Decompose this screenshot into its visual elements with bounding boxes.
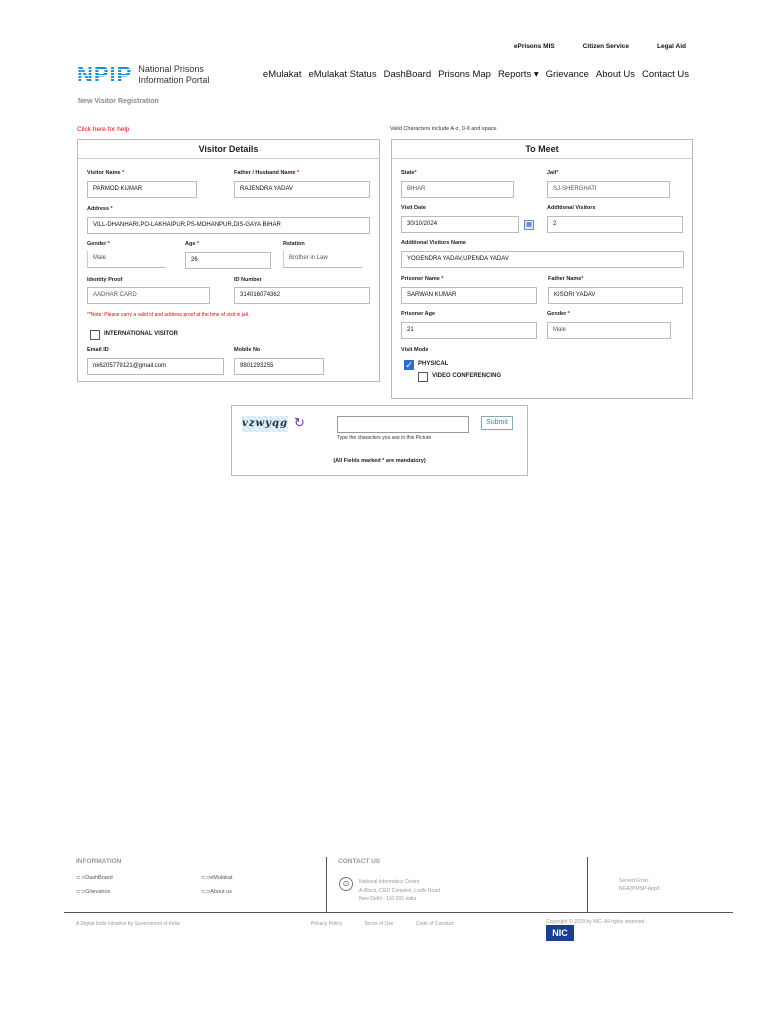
help-link[interactable]: Click here for help [77, 126, 130, 133]
physical-label: PHYSICAL [418, 361, 449, 367]
visit-date-input[interactable]: 30/10/2024 [401, 216, 519, 233]
footer-copyright: Copyright © 2018 by NIC. All rights reserved [546, 919, 645, 925]
age-input[interactable]: 26 [185, 252, 271, 269]
captcha-box [231, 405, 528, 476]
captcha-image: vzwyqg [242, 416, 288, 432]
international-visitor-checkbox[interactable] [90, 330, 100, 340]
footer-terms-of-use[interactable]: Terms of Use [364, 921, 394, 927]
visitor-name-label: Visitor Name * [87, 170, 125, 176]
captcha-hint: Type the characters you see in this Picture [337, 435, 432, 441]
email-label: Email ID [87, 347, 109, 353]
nav-dashboard[interactable]: DashBoard [383, 69, 432, 80]
nav-grievance[interactable]: Grievance [545, 69, 589, 80]
mandatory-note: (All Fields marked * are mandatory) [333, 458, 426, 464]
top-link-citizen-service[interactable]: Citizen Service [582, 43, 629, 50]
footer-digital-india: A Digital India Initiative by Government of India [76, 921, 180, 927]
nav-contact-us[interactable]: Contact Us [642, 69, 689, 80]
state-select[interactable]: BIHAR [401, 181, 514, 198]
age-label: Age * [185, 241, 200, 247]
identity-proof-select[interactable]: AADHAR CARD [87, 287, 210, 304]
identity-proof-label: Identity Proof [87, 277, 123, 283]
footer-served-from: Served From : [619, 878, 651, 884]
top-link-legal-aid[interactable]: Legal Aid [656, 43, 686, 50]
logo-mark: NPIP [77, 62, 133, 87]
prisoner-gender-label: Gender * [547, 311, 570, 317]
nav-about-us[interactable]: About Us [595, 69, 635, 80]
valid-characters-note: Valid Characters include A-z, 0-9 and space. [390, 126, 499, 132]
video-conferencing-checkbox[interactable] [418, 372, 428, 382]
footer-contact-heading: CONTACT US [338, 858, 381, 865]
prisoner-father-name-input[interactable]: KISORI YADAV [548, 287, 683, 304]
logo-line2: Information Portal [138, 75, 210, 85]
to-meet-title: To Meet [392, 140, 692, 159]
prisoner-age-input[interactable]: 21 [401, 322, 537, 339]
additional-visitors-input[interactable]: 2 [547, 216, 683, 233]
top-link-eprisons[interactable]: ePrisons MIS [513, 43, 555, 50]
logo-text [138, 64, 209, 86]
additional-visitors-name-input[interactable]: YOGENDRA YADAV,UPENDA YADAV [401, 251, 684, 268]
jail-select[interactable]: SJ-SHERGHATI [547, 181, 670, 198]
footer-link-emulakat[interactable]: ⊂⊃eMulakat [201, 875, 233, 881]
video-conferencing-label: VIDEO CONFERENCING [432, 373, 502, 379]
id-number-input[interactable]: 314016074362 [234, 287, 370, 304]
international-visitor-label: INTERNATIONAL VISITOR [104, 331, 179, 337]
visit-mode-label: Visit Mode [401, 347, 429, 353]
additional-visitors-name-label: Additional Visitors Name [401, 240, 466, 246]
breadcrumb: New Visitor Registration [78, 98, 159, 105]
footer-link-dashboard[interactable]: ⊂⊃DashBoard [76, 875, 113, 881]
footer [64, 852, 733, 952]
main-nav [263, 69, 689, 80]
prisoner-age-label: Prisoner Age [401, 311, 436, 317]
gender-select[interactable]: Male [87, 251, 166, 268]
relation-select[interactable]: Brother in Law [283, 251, 362, 268]
email-input[interactable]: nk6205779121@gmail.com [87, 358, 224, 375]
nav-emulakat[interactable]: eMulakat [262, 69, 302, 80]
prisoner-name-label: Prisoner Name * [401, 276, 444, 282]
address-label: Address * [87, 206, 113, 212]
physical-checkbox[interactable]: ✓ [405, 360, 413, 370]
footer-address-line2: A-Block, CGO Complex, Lodhi Road [359, 888, 440, 894]
refresh-icon[interactable]: ↻ [294, 415, 305, 430]
to-meet-panel [391, 139, 693, 399]
footer-served-server: NG42PMSP-App3 [619, 886, 660, 892]
nav-emulakat-status[interactable]: eMulakat Status [308, 69, 377, 80]
visitor-name-input[interactable]: PARMOD KUMAR [87, 181, 197, 198]
relation-label: Relation [283, 241, 305, 247]
father-husband-name-label: Father / Husband Name * [234, 170, 300, 176]
footer-privacy-policy[interactable]: Privacy Policy [311, 921, 343, 927]
mobile-input[interactable]: 9801293255 [234, 358, 324, 375]
father-husband-name-input[interactable]: RAJENDRA YADAV [234, 181, 370, 198]
id-proof-note: **Note: Please carry a valid id and address proof at the time of visit in jail. [87, 312, 250, 318]
id-number-label: ID Number [234, 277, 262, 283]
footer-address-line3: New Delhi - 110 003 India [359, 896, 417, 902]
footer-link-grievance[interactable]: ⊂⊃Grievance [76, 889, 111, 895]
captcha-input[interactable] [337, 416, 469, 433]
calendar-icon[interactable]: ▦ [524, 220, 534, 230]
footer-divider-2 [587, 857, 588, 912]
mobile-label: Mobile No [234, 347, 261, 353]
prisoner-name-input[interactable]: SARWAN KUMAR [401, 287, 537, 304]
state-label: State* [401, 170, 417, 176]
visitor-details-title: Visitor Details [78, 140, 379, 159]
prisoner-father-name-label: Father Name* [548, 276, 584, 282]
footer-link-about-us[interactable]: ⊂⊃About us [201, 889, 232, 895]
jail-label: Jail* [547, 170, 559, 176]
prisoner-gender-select[interactable]: Male [547, 322, 671, 339]
submit-button[interactable]: Submit [481, 416, 513, 430]
npip-logo[interactable] [77, 64, 209, 86]
location-pin-icon: ⊙ [339, 877, 353, 891]
nav-reports[interactable]: Reports ▾ [497, 69, 539, 80]
visit-date-label: Visit Date [401, 205, 426, 211]
nic-logo: NIC [546, 925, 574, 941]
footer-divider-1 [326, 857, 327, 912]
additional-visitors-label: Additional Visitors [547, 205, 596, 211]
top-links [514, 43, 686, 50]
footer-code-of-conduct[interactable]: Code of Conduct [416, 921, 454, 927]
footer-info-heading: INFORMATION [76, 858, 122, 865]
footer-address-line1: National Informatics Centre [359, 879, 420, 885]
nav-prisons-map[interactable]: Prisons Map [438, 69, 491, 80]
gender-label: Gender * [87, 241, 110, 247]
visitor-details-panel [77, 139, 380, 382]
footer-separator [64, 912, 733, 913]
logo-line1: National Prisons [138, 64, 204, 74]
address-input[interactable]: VILL-DHANHARI,PO-LAKHAIPUR,PS-MOHANPUR,DIS-GAYA BIHAR [87, 217, 370, 234]
